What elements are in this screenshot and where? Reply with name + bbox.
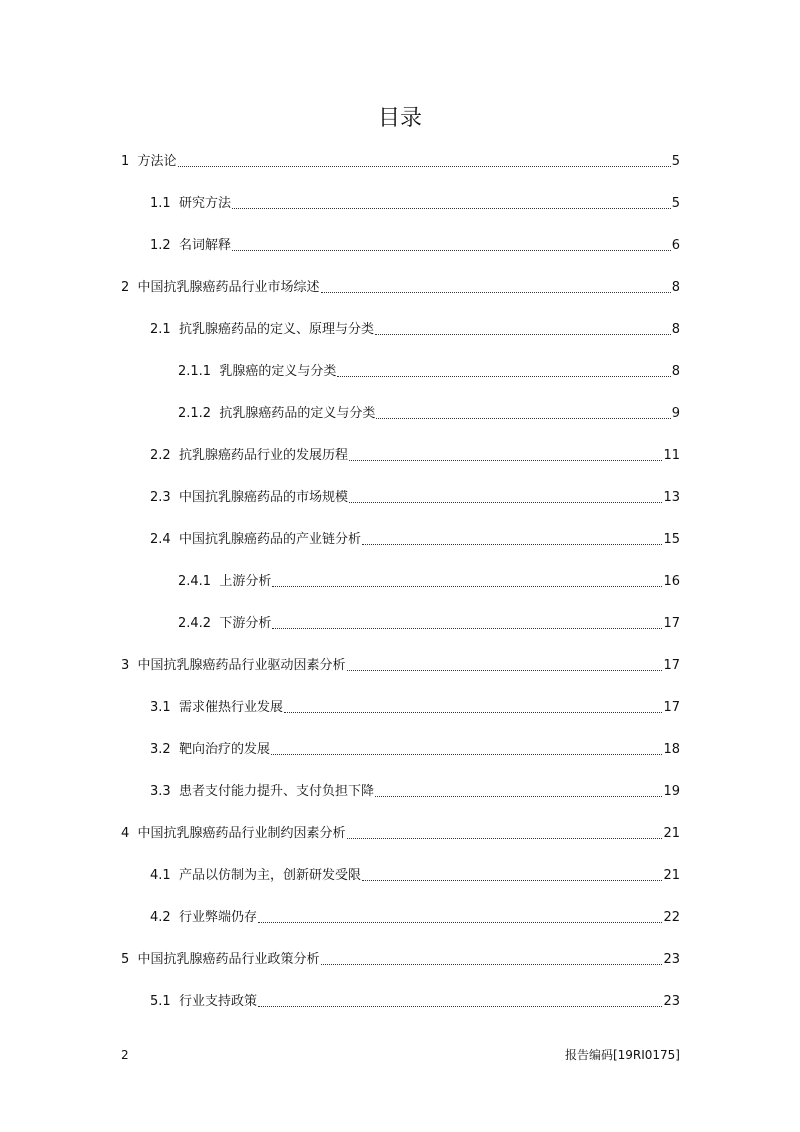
toc-entry-number: 3.2: [150, 742, 171, 757]
toc-entry-page: 9: [671, 406, 680, 421]
page-number: 2: [121, 1048, 129, 1062]
toc-dot-leader: [321, 291, 671, 293]
toc-entry[interactable]: [150, 906, 680, 926]
toc-entry-title: 行业弊端仍存: [178, 910, 257, 925]
toc-entry[interactable]: [150, 696, 680, 716]
toc-entry[interactable]: [150, 780, 680, 800]
toc-entry-title: 抗乳腺癌药品行业的发展历程: [178, 448, 348, 463]
toc-entry[interactable]: [150, 738, 680, 758]
toc-entry-number: 4: [121, 826, 130, 841]
toc-entry-title: 患者支付能力提升、支付负担下降: [178, 784, 374, 799]
toc-entry-page: 17: [663, 616, 680, 631]
toc-entry-page: 21: [663, 868, 680, 883]
toc-entry-title: 中国抗乳腺癌药品行业市场综述: [137, 280, 320, 295]
toc-entry-number: 5: [121, 952, 130, 967]
toc-entry-number: 4.1: [150, 868, 171, 883]
toc-entry-number: 5.1: [150, 994, 171, 1009]
toc-entry-number: 4.2: [150, 910, 171, 925]
toc-dot-leader: [321, 963, 663, 965]
toc-entry[interactable]: [121, 948, 680, 968]
toc-entry[interactable]: [121, 150, 680, 170]
toc-entry-page: 19: [663, 784, 680, 799]
toc-entry-number: 3.3: [150, 784, 171, 799]
toc-entry-number: 2: [121, 280, 130, 295]
toc-entry-title: 需求催热行业发展: [178, 700, 283, 715]
toc-dot-leader: [178, 165, 671, 167]
toc-entry[interactable]: [121, 654, 680, 674]
toc-entry-number: 1: [121, 154, 130, 169]
toc-dot-leader: [272, 627, 662, 629]
toc-entry[interactable]: [150, 864, 680, 884]
toc-entry-page: 23: [663, 994, 680, 1009]
toc-entry-number: 2.1.1: [178, 364, 212, 379]
toc-entry[interactable]: [150, 192, 680, 212]
toc-entry-title: 中国抗乳腺癌药品行业驱动因素分析: [137, 658, 346, 673]
toc-entry-number: 3: [121, 658, 130, 673]
toc-dot-leader: [347, 669, 663, 671]
toc-entry-page: 5: [671, 196, 680, 211]
toc-dot-leader: [232, 249, 671, 251]
toc-dot-leader: [272, 585, 662, 587]
toc-entry[interactable]: [150, 318, 680, 338]
toc-entry[interactable]: [150, 990, 680, 1010]
toc-entry[interactable]: [178, 402, 680, 422]
toc-dot-leader: [258, 921, 662, 923]
toc-entry-page: 17: [663, 700, 680, 715]
toc-entry-number: 2.1.2: [178, 406, 212, 421]
toc-entry-title: 中国抗乳腺癌药品行业制约因素分析: [137, 826, 346, 841]
toc-dot-leader: [271, 753, 662, 755]
toc-dot-leader: [375, 795, 662, 797]
toc-entry-number: 1.2: [150, 238, 171, 253]
toc-entry-title: 研究方法: [178, 196, 231, 211]
toc-entry-number: 2.2: [150, 448, 171, 463]
toc-dot-leader: [284, 711, 662, 713]
toc-dot-leader: [362, 543, 662, 545]
toc-entry-title: 中国抗乳腺癌药品行业政策分析: [137, 952, 320, 967]
toc-entry-title: 下游分析: [219, 616, 272, 631]
toc-entry[interactable]: [178, 570, 680, 590]
toc-entry-page: 8: [671, 364, 680, 379]
toc-entry-page: 16: [663, 574, 680, 589]
toc-entry[interactable]: [178, 360, 680, 380]
toc-entry-title: 方法论: [137, 154, 177, 169]
toc-entry-title: 乳腺癌的定义与分类: [219, 364, 337, 379]
toc-entry[interactable]: [150, 528, 680, 548]
toc-entry-page: 13: [663, 490, 680, 505]
toc-entry-number: 2.4.1: [178, 574, 212, 589]
toc-dot-leader: [258, 1005, 662, 1007]
toc-entry-title: 中国抗乳腺癌药品的产业链分析: [178, 532, 361, 547]
toc-entry-page: 17: [663, 658, 680, 673]
toc-entry-page: 21: [663, 826, 680, 841]
toc-entry[interactable]: [121, 822, 680, 842]
toc-entry-number: 2.1: [150, 322, 171, 337]
toc-entry-number: 2.3: [150, 490, 171, 505]
toc-dot-leader: [232, 207, 671, 209]
report-code: 报告编码[19RI0175]: [564, 1048, 680, 1062]
toc-dot-leader: [337, 375, 670, 377]
toc-entry-page: 6: [671, 238, 680, 253]
toc-dot-leader: [349, 459, 662, 461]
toc-entry-title: 上游分析: [219, 574, 272, 589]
toc-entry-title: 中国抗乳腺癌药品的市场规模: [178, 490, 348, 505]
toc-entry-number: 1.1: [150, 196, 171, 211]
toc-entry[interactable]: [150, 444, 680, 464]
toc-entry-page: 22: [663, 910, 680, 925]
toc-entry-title: 产品以仿制为主，创新研发受限: [178, 868, 361, 883]
toc-entry-page: 8: [671, 322, 680, 337]
toc-dot-leader: [375, 333, 671, 335]
toc-entry-title: 抗乳腺癌药品的定义、原理与分类: [178, 322, 374, 337]
toc-entry[interactable]: [150, 486, 680, 506]
toc-entry[interactable]: [178, 612, 680, 632]
toc-entry-page: 18: [663, 742, 680, 757]
toc-entry-title: 名词解释: [178, 238, 231, 253]
toc-entry[interactable]: [150, 234, 680, 254]
toc-entry-number: 2.4: [150, 532, 171, 547]
toc-title: 目录: [377, 106, 422, 131]
toc-dot-leader: [362, 879, 662, 881]
toc-entry-title: 抗乳腺癌药品的定义与分类: [219, 406, 376, 421]
toc-dot-leader: [347, 837, 663, 839]
toc-dot-leader: [376, 417, 670, 419]
toc-entry-page: 8: [671, 280, 680, 295]
toc-entry-number: 3.1: [150, 700, 171, 715]
toc-entry-page: 11: [663, 448, 680, 463]
toc-entry-page: 5: [671, 154, 680, 169]
toc-entry[interactable]: [121, 276, 680, 296]
toc-entry-page: 23: [663, 952, 680, 967]
toc-entry-number: 2.4.2: [178, 616, 212, 631]
toc-entry-page: 15: [663, 532, 680, 547]
toc-dot-leader: [349, 501, 662, 503]
toc-entry-title: 行业支持政策: [178, 994, 257, 1009]
toc-entry-title: 靶向治疗的发展: [178, 742, 270, 757]
